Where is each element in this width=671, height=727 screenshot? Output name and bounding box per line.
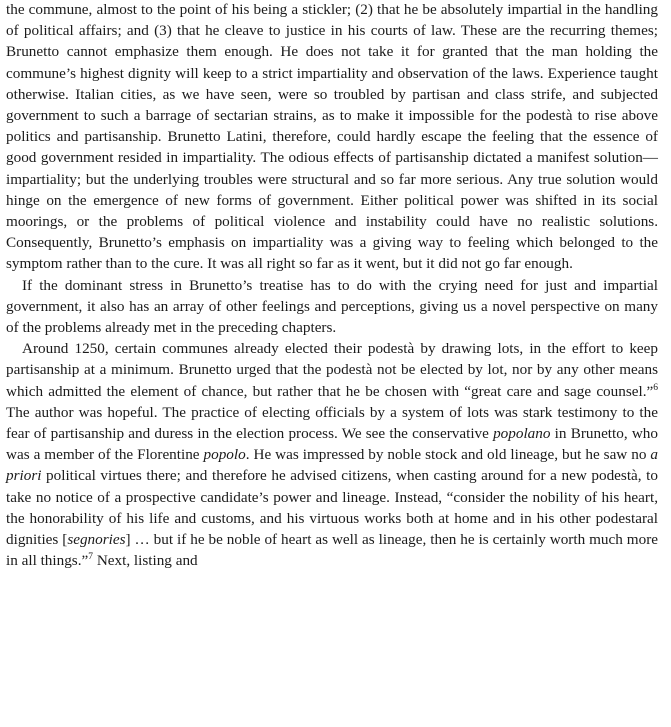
text-run: The author was hopeful. The practice of electing officials by a system of lots was stark testimony to the fear of partisanship and duress in the election process. We see the conservative bbox=[6, 403, 658, 443]
italic-term: segnories bbox=[67, 531, 126, 549]
italic-term: popolano bbox=[493, 425, 551, 443]
text-run: the commune, almost to the point of his being a stickler; (2) that he be absolutely impartial in the handling of political affairs; and (3) that he cleave to justice in his courts of law. These are the recurring themes; Brunetto cannot emphasize them enough. He does not take it for granted that the man holding the commune’s highest dignity will keep to a strict impartiality and observation of the laws. Experience taught otherwise. Italian cities, as we have seen, were so troubled by partisan and class strife, and subjected government to such a barrage of sectarian strains, as to make it impossible for the podestà to rise above politics and partisanship. Brunetto Latini, therefore, could hardly escape the feeling that the essence of good government resided in impartiality. The odious effects of partisanship dictated a manifest solution—impartiality; but the underlying troubles were structural and so far more serious. Any true solution would hinge on the emergence of new forms of government. Either political power was shifted in its social moorings, or the problems of political violence and instability could have no realistic solutions. Consequently, Brunetto’s emphasis on impartiality was a giving way to feeling which belonged to the symptom rather than to the cure. It was all right so far as it went, but it did not go far enough. bbox=[6, 1, 658, 273]
italic-term: a priori bbox=[6, 446, 658, 485]
text-run: Around 1250, certain communes already elected their podestà by drawing lots, in the effort to keep partisanship at a minimum. Brunetto urged that the podestà not be elected by lot, nor by any other means which admitted the element of chance, but rather that he be chosen with “great care and sage counsel.” bbox=[6, 340, 658, 400]
footnote-marker: 7 bbox=[88, 552, 94, 563]
book-page bbox=[6, 0, 658, 571]
footnote-marker: 6 bbox=[653, 382, 658, 393]
text-run: . He was impressed by noble stock and old lineage, but he saw no bbox=[245, 446, 651, 464]
text-run: in Brunetto, who was a member of the Florentine bbox=[6, 425, 658, 464]
italic-term: popolo bbox=[203, 446, 246, 464]
text-run: If the dominant stress in Brunetto’s treatise has to do with the crying need for just and impartial government, it also has an array of other feelings and perceptions, giving us a novel perspective on many of the problems already met in the preceding chapters. bbox=[6, 276, 658, 337]
body-text bbox=[6, 0, 658, 571]
paragraph-3 bbox=[6, 338, 658, 571]
text-run: political virtues there; and therefore he advised citizens, when casting around for a new podestà, to take no notice of a prospective candidate’s power and lineage. Instead, “consider the nobility of his heart, the honorability of his life and customs, and his virtuous works both at home and in his other podestaral dignities [ bbox=[6, 467, 658, 549]
text-run: ] … but if he be noble of heart as well as lineage, then he is certainly worth much more in all things.” bbox=[6, 531, 658, 570]
paragraph-1 bbox=[6, 0, 658, 275]
text-run: Next, listing and bbox=[93, 552, 198, 570]
paragraph-2 bbox=[6, 275, 658, 339]
